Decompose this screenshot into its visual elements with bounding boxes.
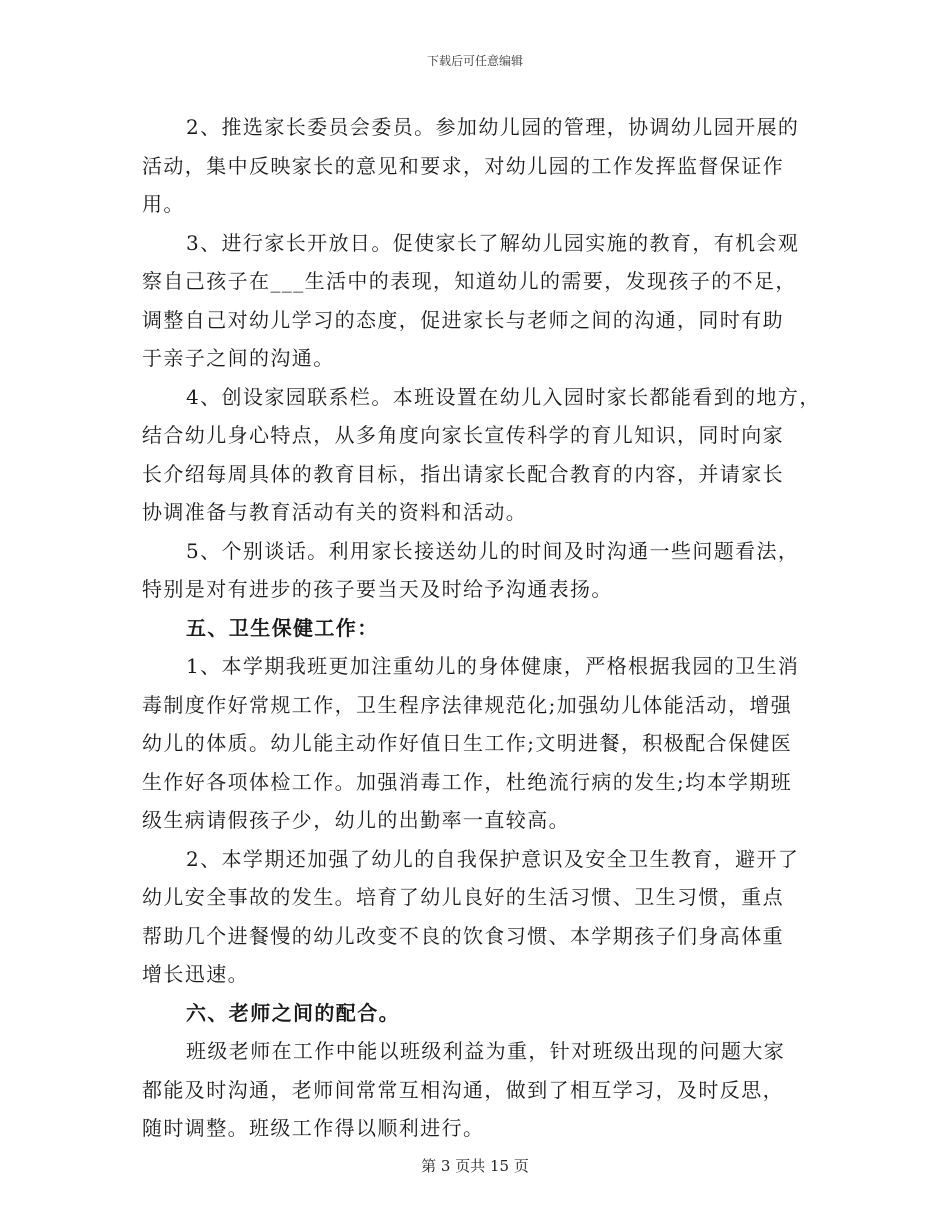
text-line: 级生病请假孩子少，幼儿的出勤率一直较高。	[142, 808, 570, 832]
text-line: 随时调整。班级工作得以顺利进行。	[142, 1116, 485, 1140]
page-footer: 第 3 页共 15 页	[421, 1157, 529, 1175]
text-line: 毒制度作好常规工作，卫生程序法律规范化;加强幼儿体能活动，增强	[142, 692, 793, 717]
text-line: 2、本学期还加强了幼儿的自我保护意识及安全卫生教育，避开了	[186, 846, 800, 871]
text-line: 帮助几个进餐慢的幼儿改变不良的饮食习惯、本学期孩子们身高体重	[142, 923, 784, 948]
text-line: 5、个别谈话。利用家长接送幼儿的时间及时沟通一些问题看法，	[186, 538, 800, 563]
text-line: 幼儿安全事故的发生。培育了幼儿良好的生活习惯、卫生习惯，重点	[142, 885, 784, 909]
text-line: 班级老师在工作中能以班级利益为重，针对班级出现的问题大家	[186, 1039, 786, 1063]
text-line: 长介绍每周具体的教育目标，指出请家长配合教育的内容，并请家长	[142, 461, 784, 486]
text-line: 2、推选家长委员会委员。参加幼儿园的管理，协调幼儿园开展的	[186, 115, 800, 139]
text-line: 增长迅速。	[142, 962, 249, 986]
text-line: 都能及时沟通，老师间常常互相沟通，做到了相互学习，及时反思，	[142, 1077, 784, 1102]
text-line: 特别是对有进步的孩子要当天及时给予沟通表扬。	[142, 577, 613, 601]
section-heading: 五、卫生保健工作：	[186, 615, 379, 640]
section-heading: 六、老师之间的配合。	[186, 1000, 400, 1025]
text-line: 于亲子之间的沟通。	[142, 346, 335, 370]
document-body	[142, 108, 822, 1148]
text-line: 4、创设家园联系栏。本班设置在幼儿入园时家长都能看到的地方，	[186, 384, 821, 409]
text-line: 1、本学期我班更加注重幼儿的身体健康，严格根据我园的卫生消	[186, 654, 800, 678]
text-line: 结合幼儿身心特点，从多角度向家长宣传科学的育儿知识，同时向家	[142, 423, 784, 447]
text-line: 调整自己对幼儿学习的态度，促进家长与老师之间的沟通，同时有助	[142, 307, 784, 332]
text-line: 活动，集中反映家长的意见和要求，对幼儿园的工作发挥监督保证作	[142, 153, 784, 178]
text-line: 3、进行家长开放日。促使家长了解幼儿园实施的教育，有机会观	[186, 230, 800, 255]
text-line: 察自己孩子在___生活中的表现，知道幼儿的需要，发现孩子的不足，	[142, 269, 797, 293]
text-line: 用。	[142, 192, 185, 216]
text-line: 生作好各项体检工作。加强消毒工作，杜绝流行病的发生;均本学期班	[142, 769, 793, 794]
page-header: 下载后可任意编辑	[426, 54, 523, 68]
text-line: 协调准备与教育活动有关的资料和活动。	[142, 500, 528, 524]
text-line: 幼儿的体质。幼儿能主动作好值日生工作;文明进餐，积极配合保健医	[142, 731, 793, 755]
